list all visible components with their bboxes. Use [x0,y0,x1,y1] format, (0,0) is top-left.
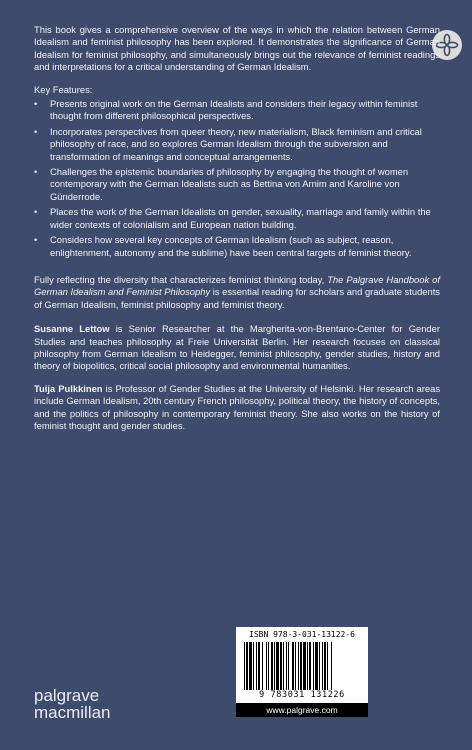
barcode-bar [276,642,279,690]
barcode-bar [246,642,248,690]
publisher-line1: palgrave [34,686,100,705]
barcode-bar [258,642,260,690]
barcode-bar [274,642,275,690]
barcode-bar [298,642,299,690]
bullet: • [34,166,38,178]
barcode-bar [313,642,314,690]
barcode-bar [309,642,311,690]
reflecting-paragraph: Fully reflecting the diversity that characterizes feminist thinking today, The Palgrave Handbook of German Idealism and Feminist Philosophy is essential reading for scholars and graduate students of German Idealism, feminist philosophy and feminist theory. [34,273,440,310]
barcode-bar [288,642,289,690]
feature-item: • Challenges the epistemic boundaries of philosophy by engaging the thought of women contemporary with the German Idealists such as Bettina von Arnim and Karoline von Günderrode. [34,166,409,202]
features-list [34,98,440,259]
barcode-bar [324,642,326,690]
author-name: Susanne Lettow [34,323,110,335]
barcode-bar [292,642,294,690]
barcode-bar [283,642,284,690]
barcode-bar [256,642,257,690]
barcode-bar [268,642,269,690]
barcode-bar [271,642,273,690]
feature-item: • Places the work of the German Idealists on gender, sexuality, marriage and family within the wider contexts of colonialism and European nation building. [34,206,431,230]
barcode-digits: 9 783031 131226 [259,690,345,700]
barcode-bar [244,642,245,690]
bullet: • [34,234,38,246]
feature-item: • Considers how several key concepts of German Idealism (such as subject, reason, enlightenment, autonomy and the sublime) have been central targets of feminist theory. [34,234,412,258]
isbn-text: ISBN 978-3-031-13122-6 [249,630,355,639]
barcode-bar [300,642,302,690]
barcode-bar [280,642,282,690]
intro-paragraph: This book gives a comprehensive overview of the ways in which the relation between German Idealism and feminist philosophy has been explored. It demonstrates the significance of German Idealism for feminist philosophy, and simultaneously brings out the relevance of feminist readings and interpretations for a critical understanding of German Idealism. [34,24,440,73]
barcode-bar [319,642,320,690]
bullet: • [34,125,38,137]
barcode-bar [303,642,306,690]
publisher-logo [34,687,111,721]
barcode-bar [307,642,308,690]
barcode-bar [331,642,332,690]
publisher-url: www.palgrave.com [236,703,368,717]
feature-item: • Presents original work on the German Idealists and considers their legacy within feminist thought from different philosophical perspectives. [34,98,418,122]
barcode-bar [327,642,328,690]
barcode-bars [244,642,360,690]
publisher-line2: macmillan [34,703,111,722]
barcode-bar [322,642,323,690]
feature-item: • Incorporates perspectives from queer theory, new materialism, Black feminism and critical philosophy of race, and so explores German Idealism through the subversion and transformation of meanings and conceptual arrangements. [34,125,422,162]
author-name: Tuija Pulkkinen [34,382,103,394]
author-bio-lettow: Susanne Lettow is Senior Researcher at the Margherita-von-Brentano-Center for Gender Studies and teaches philosophy at Freie Universität Berlin. Her research focuses on classical philosophy from German Idealism to Heidegger, feminist philosophy, gender studies, history and theory of biopolitics, critical social philosophy and environmental humanities. [34,323,440,372]
bullet: • [34,206,38,218]
barcode-bar [315,642,318,690]
barcode-bar [286,642,287,690]
barcode-bar [262,642,263,690]
bullet: • [34,98,38,110]
book-title: The Palgrave Handbook of German Idealism and Feminist Philosophy [34,273,440,298]
barcode-bar [266,642,267,690]
back-cover-text [34,24,440,432]
barcode-bar [295,642,296,690]
barcode-bar [249,642,252,690]
author-bio-pulkkinen: Tuija Pulkkinen is Professor of Gender Studies at the University of Helsinki. Her research areas include German Idealism, 20th century French philosophy, political theory, the history of concepts, and the politics of philosophy in contemporary feminist theory. She also works on the history of feminist thought and gender studies. [34,382,441,431]
barcode-bar [253,642,254,690]
features-heading: Key Features: [34,83,93,95]
